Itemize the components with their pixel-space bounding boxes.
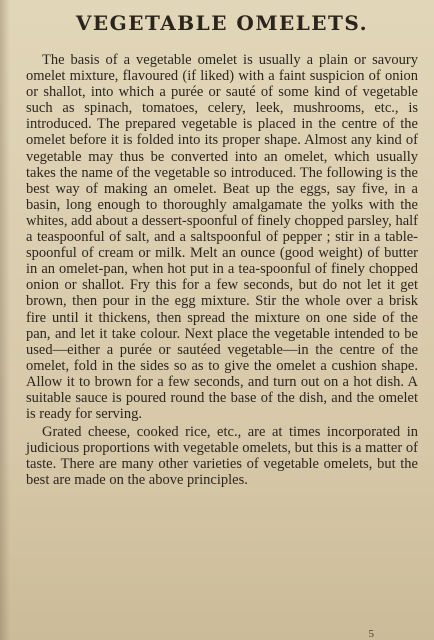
body-paragraph-1: The basis of a vegetable omelet is usually a plain or savoury omelet mixture, flavoured (if liked) with a faint suspicion of onion or shallot, into which a purée or sauté of some kind of vegetable such as spinach, tomatoes, celery, leek, mushrooms, etc., is introduced. The prepared vegetable is placed in the centre of the omelet before it is folded into its proper shape. Almost any kind of vegetable may thus be converted into an omelet, which usually takes the name of the vegetable so introduced. The following is the best way of making an omelet. Beat up the eggs, say five, in a basin, long enough to thoroughly amalgamate the yolks with the whites, add about a dessert-spoonful of finely chopped parsley, half a teaspoonful of salt, and a saltspoonful of pepper ; stir in a table-spoonful of cream or milk. Melt an ounce (good weight) of butter in an omelet-pan, when hot put in a tea-spoonful of finely chopped onion or shallot. Fry this for a few seconds, but do not let it get brown, then pour in the egg mixture. Stir the whole over a brisk fire until it thickens, then spread the mixture on one side of the pan, and let it take colour. Next place the vegetable intended to be used—either a purée or sautéed vegetable—in the centre of the omelet, fold in the sides so as to give the omelet a cushion shape. Allow it to brown for a few seconds, and turn out on a hot dish. A suitable sauce is poured round the base of the dish, and the omelet is ready for serving. xyxy=(26,52,418,423)
page-title: VEGETABLE OMELETS. xyxy=(75,11,369,35)
body-paragraph-2: Grated cheese, cooked rice, etc., are at times incorporated in judicious proportions with vegetable omelets, but this is a matter of taste. There are many other varieties of vegetable omelets, but the best are made on the above principles. xyxy=(26,424,418,489)
page-number: 5 xyxy=(368,628,374,640)
